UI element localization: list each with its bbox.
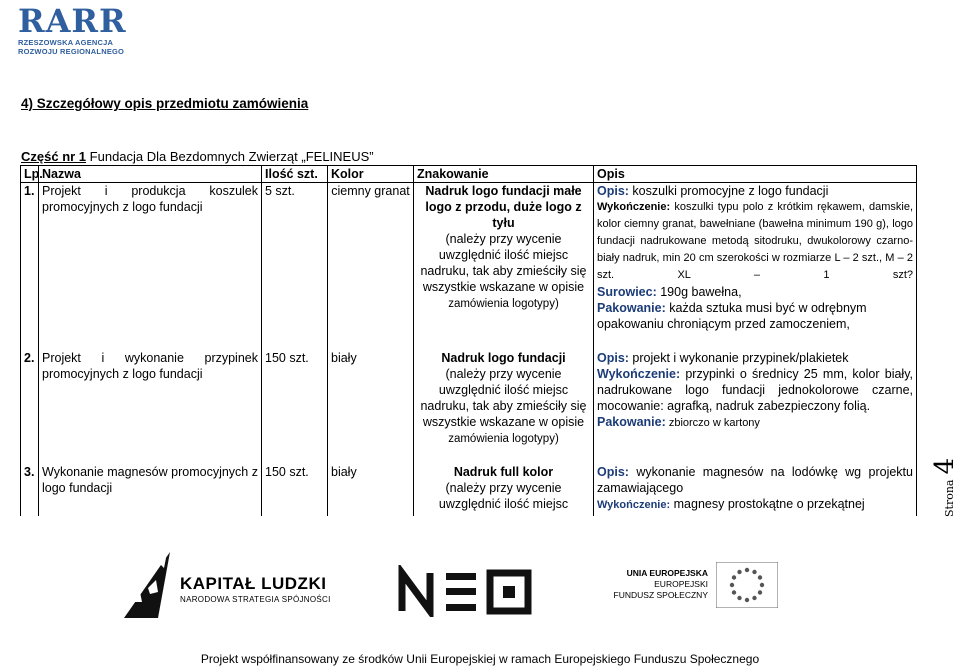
footer-text: Projekt współfinansowany ze środków Unii Europejskiej w ramach Europejskiego Funduszu Społecznego [200,652,760,666]
desc-label: Wykończenie: [597,366,681,381]
table-header-row [21,166,917,183]
desc-line [597,350,913,366]
eu-logo [612,560,782,610]
header-marking: Znakowanie [414,166,594,183]
part-label: Część nr 1 [21,149,87,164]
desc-text: każda sztuka musi być w odrębnym opakowaniu chroniącym przed zamoczeniem, [597,301,867,331]
marking-bold: Nadruk logo fundacji małe logo z przodu, duże logo z tyłu [425,184,582,230]
marking-note: (należy przy wycenie uwzględnić ilość miejsc nadruku, tak aby zmieściły się wszystkie wskazane w opisie [420,366,587,429]
kl-subtitle: NARODOWA STRATEGIA SPÓJNOŚCI [180,595,331,604]
desc-label: Surowiec: [597,285,657,299]
neo-logo [396,565,566,617]
eu-line1: UNIA EUROPEJSKA [626,568,708,578]
kapital-ludzki-emblem-icon [118,548,178,620]
part-line [21,149,374,164]
desc-text: zbiorczo w kartony [665,416,760,429]
eu-line3: FUNDUSZ SPOŁECZNY [613,590,708,600]
cell-lp: 1. [21,183,39,350]
header-desc: Opis [594,166,917,183]
table-row [21,464,917,516]
marking-bold: Nadruk logo fundacji [441,350,566,365]
desc-line [597,199,913,284]
cell-color: biały [328,464,414,516]
desc-line [597,300,913,332]
cell-qty: 150 szt. [262,350,328,464]
desc-label: Wykończenie: [597,201,671,213]
cell-marking [414,464,594,516]
desc-line [597,284,913,300]
desc-label: Wykończenie: [597,498,671,511]
marking-bold: Nadruk full kolor [453,464,554,479]
desc-text: magnesy prostokątne o przekątnej [670,496,865,511]
desc-text: wykonanie magnesów na lodówkę wg projektu zamawiającego [597,464,913,495]
section-heading: 4) Szczegółowy opis przedmiotu zamówienia [21,96,309,111]
marking-note-end: zamówienia logotypy) [448,298,559,310]
cell-desc [594,464,917,516]
header-qty: Ilość szt. [262,166,328,183]
cell-marking [414,350,594,464]
desc-text: projekt i wykonanie przypinek/plakietek [628,350,849,365]
rarr-logo-text: RARR [18,2,127,40]
cell-lp: 2. [21,350,39,464]
kl-title: KAPITAŁ LUDZKI [180,574,327,593]
desc-label: Opis: [597,350,629,365]
table-row [21,350,917,464]
desc-line [597,464,913,496]
cell-lp: 3. [21,464,39,516]
desc-text: koszulki typu polo z krótkim rękawem, damskie, kolor ciemny granat, bawełniane (bawełna minimum 190 g), logo fundacji nadrukowane metodą sitodruku, dwukolorowy czarno-biały nadruk, min 20 cm szerokości w rozmiarze L – 2 szt., M – 2 szt. XL – 1 szt? [597,201,913,281]
cell-qty: 150 szt. [262,464,328,516]
desc-text: przypinki o średnicy 25 mm, kolor biały, nadrukowane logo fundacji jednokolorowe czarne, mocowanie: agrafką, nadruk zabezpieczony folią. [597,366,913,413]
cell-color: ciemny granat [328,183,414,350]
part-text: Fundacja Dla Bezdomnych Zwierząt „FELINEUS” [89,149,374,164]
cell-name: Projekt i wykonanie przypinek promocyjnych z logo fundacji [39,350,262,464]
cell-color: biały [328,350,414,464]
desc-label: Pakowanie: [597,301,666,315]
page-word: Strona [943,479,956,517]
neo-logo-icon [396,565,536,617]
eu-line2: EUROPEJSKI [654,579,708,589]
header-color: Kolor [328,166,414,183]
header-name: Nazwa [39,166,262,183]
cell-qty: 5 szt. [262,183,328,350]
desc-line [597,183,913,199]
page-number-label [930,458,960,517]
desc-line [597,414,913,432]
cell-name: Wykonanie magnesów promocyjnych z logo fundacji [39,464,262,516]
desc-text: 190g bawełna, [656,285,742,299]
desc-text: koszulki promocyjne z logo fundacji [628,184,829,198]
marking-note-end: zamówienia logotypy) [448,432,559,445]
page-number [930,455,960,525]
cell-marking [414,183,594,350]
kapital-ludzki-logo [118,548,348,620]
cell-desc [594,183,917,350]
desc-line [597,366,913,414]
header-lp: Lp. [21,166,39,183]
desc-line [597,496,913,513]
desc-label: Pakowanie: [597,414,666,429]
desc-label: Opis: [597,464,629,479]
page-num-value: 4 [930,457,960,475]
eu-flag-icon [716,562,778,608]
marking-note: (należy przy wycenie uwzględnić ilość miejsc nadruku, tak aby zmieściły się wszystkie wskazane w opisie [420,232,587,294]
cell-name: Projekt i produkcja koszulek promocyjnych z logo fundacji [39,183,262,350]
marking-note: (należy przy wycenie uwzględnić ilość miejsc [438,480,569,511]
rarr-logo-line2: ROZWOJU REGIONALNEGO [18,47,125,56]
cell-desc [594,350,917,464]
rarr-logo [18,4,128,62]
eu-text [612,568,708,601]
order-table [20,165,917,516]
rarr-logo-line1: RZESZOWSKA AGENCJA [18,38,114,47]
table-row [21,183,917,350]
desc-label: Opis: [597,184,629,198]
